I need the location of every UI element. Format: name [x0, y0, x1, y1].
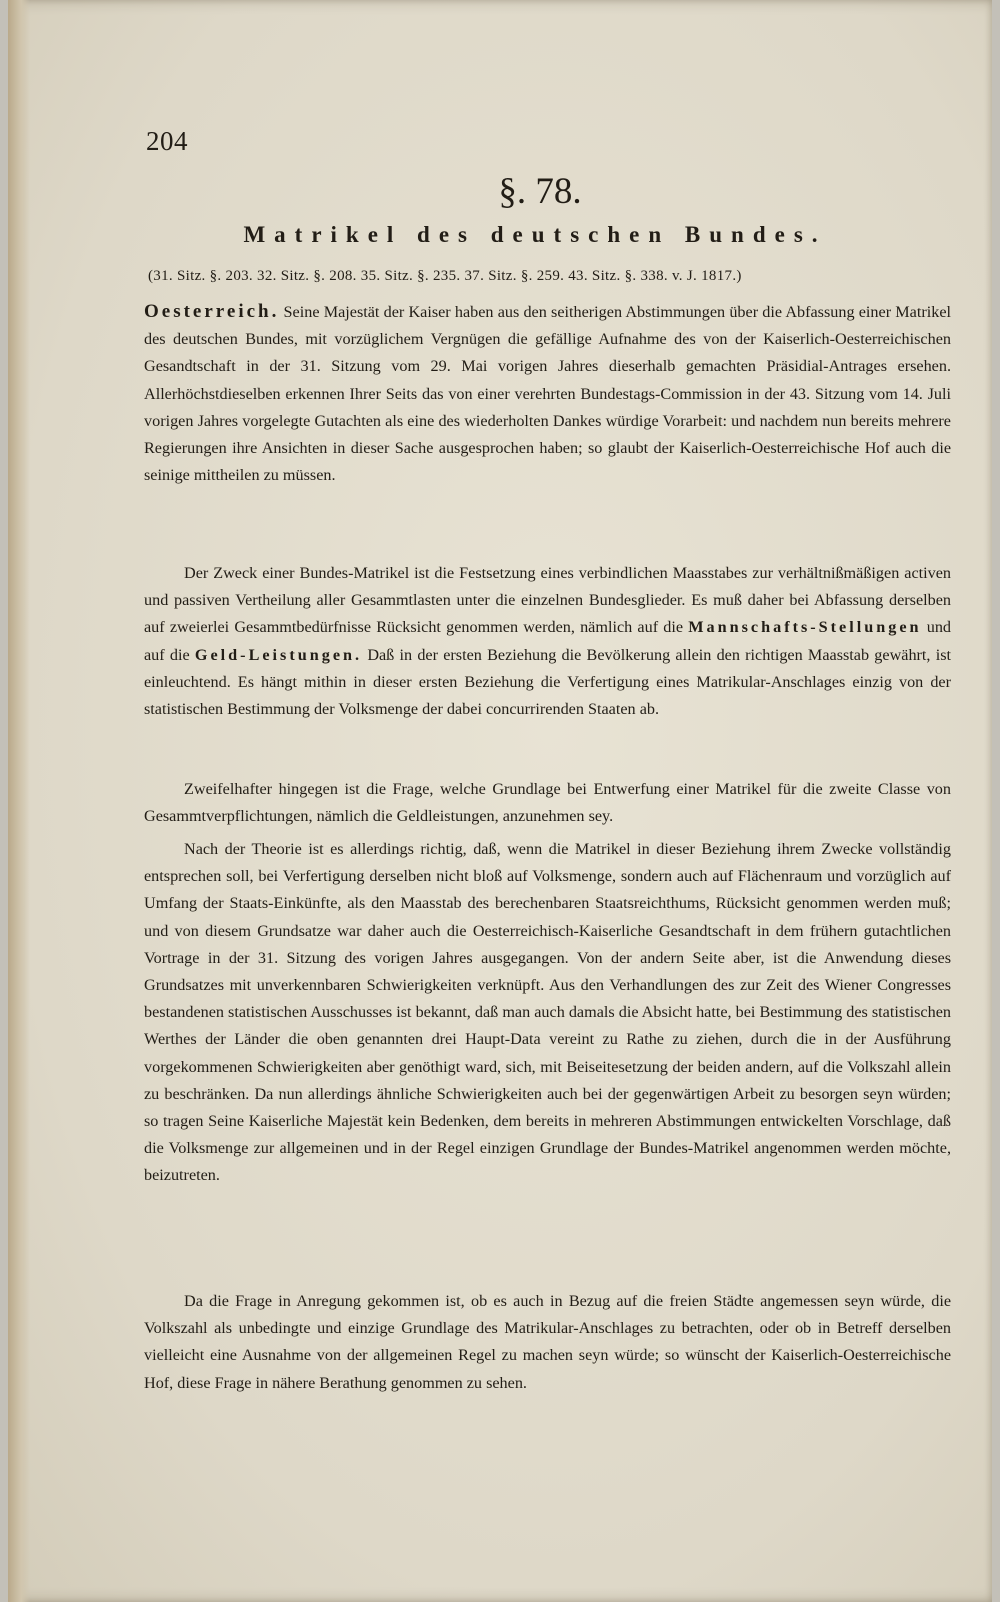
section-title: Matrikel des deutschen Bundes.: [243, 222, 827, 247]
paragraph-text: Seine Majestät der Kaiser haben aus den seitherigen Abstimmungen über die Abfassung einer Matrikel des deutschen Bundes, mit vorzüglichem Vergnügen die gefällige Aufnahme des von der Kaiserlich-Oesterreichischen Gesandtschaft in der 31. Sitzung vom 29. Mai vorigen Jahres dieserhalb gemachten Präsidial-Antrages ersehen. Allerhöchstdieselben erkennen Ihrer Seits das von einer verehrten Bundestags-Commission in der 43. Sitzung vom 14. Juli vorigen Jahres vorgelegte Gutachten als eine des wiederholten Dankes würdige Vorarbeit: und nachdem nun bereits mehrere Regierungen ihre Ansichten in dieser Sache ausgesprochen haben; so glaubt der Kaiserlich-Oesterreichische Hof auch die seinige mittheilen zu müssen.: [144, 303, 952, 485]
paragraph-lead-word: Oesterreich.: [144, 301, 280, 322]
term-mannschafts-stellungen: Mannschafts-Stellungen: [688, 618, 922, 637]
page-number: 204: [146, 126, 188, 156]
paragraph-text: Nach der Theorie ist es allerdings richtig, daß, wenn die Matrikel in dieser Beziehung ihrem Zwecke vollständig entsprechen soll, bei Verfertigung derselben nicht bloß auf Volksmenge, sondern auch auf Flächenraum und vorzüglich auf Umfang der Staats-Einkünfte, als den Maasstab des berechenbaren Staatsreichthums, Rücksicht genommen werden muß; und von diesem Grundsatze war daher auch die Oesterreichisch-Kaiserliche Gesandtschaft in dem frühern gutachtlichen Vortrage in der 31. Sitzung des vorigen Jahres ausgegangen. Von der andern Seite aber, ist die Anwendung dieses Grundsatzes mit unverkennbaren Schwierigkeiten verknüpft. Aus den Verhandlungen des zur Zeit des Wiener Congresses bestandenen statistischen Ausschusses ist bekannt, daß man auch damals die Absicht hatte, bei Bestimmung des statistischen Werthes der Länder die oben genannten drei Haupt-Data vereint zu Rathe zu ziehen, durch die in der Ausführung vorgekommenen Schwierigkeiten aber genöthigt ward, sich, mit Beiseitesetzung der beiden andern, auf die Volkszahl allein zu beschränken. Da nun allerdings ähnliche Schwierigkeiten auch bei der gegenwärtigen Arbeit zu besorgen seyn würden; so tragen Seine Kaiserliche Majestät kein Bedenken, dem bereits in mehreren Abstimmungen entwickelten Vorschlage, daß die Volksmenge zur allgemeinen und in der Regel einzigen Grundlage der Bundes-Matrikel angenommen werden möchte, beizutreten.: [144, 840, 951, 1185]
paragraph-text: Der Zweck einer Bundes-Matrikel ist die Festsetzung eines verbindlichen Maasstabes zur verhältnißmäßigen activen und passiven Vertheilung aller Gesammtlasten unter die einzelnen Bundesglieder. Es muß daher bei Abfassung derselben auf zweierlei Gesammtbedürfnisse Rücksicht genommen werden, nämlich auf die: [144, 564, 951, 637]
paragraph-theorie: [144, 836, 951, 1190]
term-geld-leistungen: Geld-Leistungen.: [194, 645, 363, 664]
paragraph-zweck: [144, 560, 951, 723]
paragraph-freie-staedte: [144, 1288, 951, 1397]
paragraph-zweifelhafter: [144, 776, 951, 830]
section-number: §. 78.: [498, 171, 582, 212]
paragraph-text: und auf die: [144, 618, 951, 664]
paragraph-text: Zweifelhafter hingegen ist die Frage, welche Grundlage bei Entwerfung einer Matrikel für die zweite Classe von Gesammtverpflichtungen, nämlich die Geldleistungen, anzunehmen sey.: [144, 780, 951, 826]
paragraph-text: Daß in der ersten Beziehung die Bevölkerung allein den richtigen Maasstab gewährt, ist einleuchtend. Es hängt mithin in dieser ersten Beziehung die Verfertigung eines Matrikular-Anschlages einzig von der statistischen Bestimmung der Volksmenge der dabei concurrirenden Staaten ab.: [144, 645, 951, 719]
paragraph-oesterreich: [144, 298, 951, 489]
session-references: (31. Sitz. §. 203. 32. Sitz. §. 208. 35. Sitz. §. 235. 37. Sitz. §. 259. 43. Sitz. §. 338. v. J. 1817.): [148, 268, 742, 284]
book-page: [8, 0, 992, 1602]
paragraph-text: Da die Frage in Anregung gekommen ist, ob es auch in Bezug auf die freien Städte angemessen seyn würde, die Volkszahl als unbedingte und einzige Grundlage des Matrikular-Anschlages zu betrachten, oder ob in Betreff derselben vielleicht eine Ausnahme von der allgemeinen Regel zu machen seyn würde; so wünscht der Kaiserlich-Oesterreichische Hof, diese Frage in nähere Berathung genommen zu sehen.: [144, 1292, 951, 1392]
